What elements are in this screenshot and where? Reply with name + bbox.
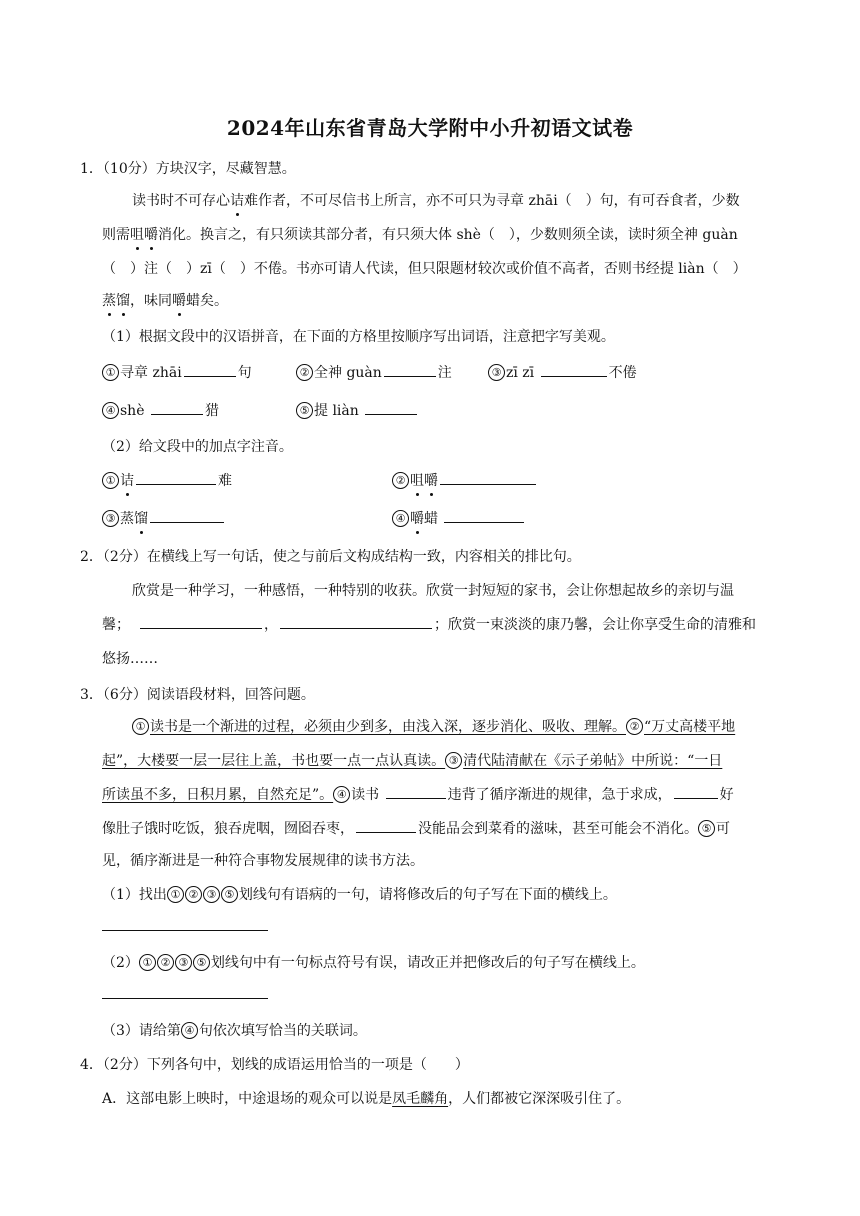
q2-line3: 悠扬…… bbox=[102, 651, 158, 667]
fill-blank[interactable] bbox=[184, 362, 236, 377]
q1-fill-row1: ① 寻章 zhāi 句 bbox=[102, 362, 252, 382]
q3-sub1: （1）找出 ① ② ③ ⑤ 划线句有语病的一句，请将修改后的句子写在下面的横线上。 bbox=[102, 887, 617, 903]
q2-line1: 欣赏是一种学习，一种感悟，一种特别的收获。欣赏一封短短的家书，会让你想起故乡的亲切与温 bbox=[132, 583, 734, 599]
page-title: 2024年山东省青岛大学附中小升初语文试卷 bbox=[226, 116, 634, 140]
fill-blank[interactable] bbox=[280, 614, 432, 629]
q1-passage-line2: 则需咀嚼消化。换言之，有只须读其部分者，有只须大体 shè（ ），少数则须全读，读时须全神 guàn bbox=[102, 224, 738, 244]
fill-blank[interactable] bbox=[150, 508, 224, 523]
answer-line[interactable] bbox=[102, 930, 268, 931]
q3-line2: 起”，大楼要一层一层往上盖，书也要一点一点认真读。 ③ 清代陆清献在《示子弟帖》中所说：“一日 bbox=[102, 753, 723, 769]
fill-blank[interactable] bbox=[151, 400, 203, 415]
fill-blank[interactable] bbox=[356, 818, 416, 833]
fill-blank[interactable] bbox=[365, 400, 417, 415]
q4-option-a[interactable]: A．这部电影上映时，中途退场的观众可以说是凤毛麟角，人们都被它深深吸引住了。 bbox=[102, 1091, 631, 1107]
q1-fill-row1b: ② 全神 guàn 注 bbox=[296, 362, 452, 382]
fill-blank[interactable] bbox=[444, 508, 524, 523]
q1-sub1: （1）根据文段中的汉语拼音，在下面的方格里按顺序写出词语，注意把字写美观。 bbox=[102, 329, 615, 345]
fill-blank[interactable] bbox=[384, 362, 436, 377]
fill-blank[interactable] bbox=[140, 614, 262, 629]
q3-sub2: （2） ① ② ③ ⑤ 划线句中有一句标点符号有误，请改正并把修改后的句子写在横线上。 bbox=[102, 955, 645, 971]
q3-line4: 像肚子饿时吃饭，狼吞虎咽，囫囵吞枣， 没能品会到菜肴的滋味，甚至可能会不消化。 ⑤ 可 bbox=[102, 818, 730, 838]
q1-pinyin-3: ③ 蒸馏 bbox=[102, 508, 226, 528]
q1-pinyin-2: ② 咀嚼 bbox=[392, 470, 538, 490]
fill-blank[interactable] bbox=[541, 362, 607, 377]
q1-fill-row2: ④ shè 猎 bbox=[102, 400, 219, 420]
q2-line2: 馨； ， ；欣赏一束淡淡的康乃馨，会让你享受生命的清雅和 bbox=[102, 614, 756, 634]
q1-fill-row2b: ⑤ 提 liàn bbox=[296, 400, 419, 420]
q1-passage-line4: 蒸馏，味同嚼蜡矣。 bbox=[102, 290, 228, 310]
q1-pinyin-1: ① 诘 难 bbox=[102, 470, 232, 490]
fill-blank[interactable] bbox=[674, 784, 718, 799]
q1-fill-row1c: ③ zī zī 不倦 bbox=[488, 362, 637, 382]
q2-heading: 2．（2分）在横线上写一句话，使之与前后文构成结构一致，内容相关的排比句。 bbox=[80, 549, 581, 565]
q3-line3: 所读虽不多，日积月累，自然充足”。 ④ 读书 违背了循序渐进的规律，急于求成， 好 bbox=[102, 784, 734, 804]
q1-passage-line1: 读书时不可存心诘难作者，不可尽信书上所言，亦不可只为寻章 zhāi（ ）句，有可吞食者，少数 bbox=[132, 190, 740, 210]
q1-passage-line3: （ ）注（ ）zī（ ）不倦。书亦可请人代读，但只限题材较次或价值不高者，否则书经提 liàn（ ） bbox=[102, 261, 747, 277]
q3-line5: 见，循序渐进是一种符合事物发展规律的读书方法。 bbox=[102, 853, 424, 869]
fill-blank[interactable] bbox=[136, 470, 216, 485]
q3-heading: 3．（6分）阅读语段材料，回答问题。 bbox=[80, 687, 315, 703]
fill-blank[interactable] bbox=[386, 784, 446, 799]
q3-sub3: （3）请给第 ④ 句依次填写恰当的关联词。 bbox=[102, 1023, 367, 1039]
q4-heading: 4．（2分）下列各句中，划线的成语运用恰当的一项是（ ） bbox=[80, 1057, 469, 1073]
q1-sub2: （2）给文段中的加点字注音。 bbox=[102, 439, 293, 455]
q3-line1: ① 读书是一个渐进的过程，必须由少到多，由浅入深，逐步消化、吸收、理解。 ② “万丈高楼平地 bbox=[132, 716, 735, 736]
fill-blank[interactable] bbox=[440, 470, 536, 485]
q1-heading: 1．（10分）方块汉字，尽藏智慧。 bbox=[80, 161, 296, 177]
answer-line[interactable] bbox=[102, 998, 268, 999]
q1-pinyin-4: ④ 嚼蜡 bbox=[392, 508, 526, 528]
